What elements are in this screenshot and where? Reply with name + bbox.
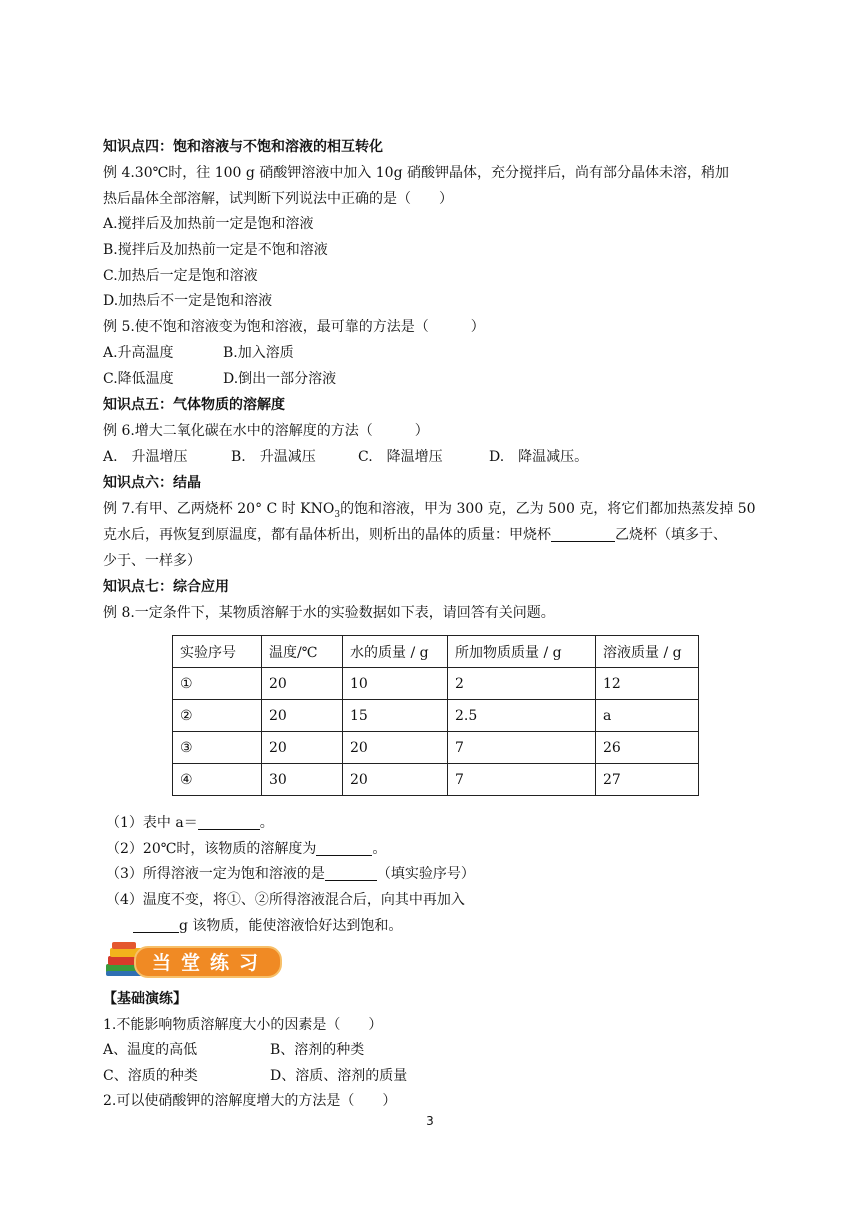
page-number: 3	[426, 1114, 434, 1128]
q1-pre: （1）表中 a＝	[106, 815, 198, 831]
q3-answer-blank[interactable]	[325, 866, 377, 881]
table-cell: 7	[448, 764, 596, 796]
ex6-option-d: D. 降温减压。	[489, 449, 589, 465]
table-cell: 20	[262, 700, 343, 732]
ex7-line1-post: 的饱和溶液，甲为 300 克，乙为 500 克，将它们都加热蒸发掉 50	[340, 501, 756, 517]
ex5-option-c: C.降低温度	[103, 371, 174, 387]
ex5-line: 例 5.使不饱和溶液变为饱和溶液，最可靠的方法是（ ）	[103, 319, 485, 335]
ex4-line2: 热后晶体全部溶解，试判断下列说法中正确的是（ ）	[103, 191, 453, 207]
table-cell: ③	[173, 732, 262, 764]
question-4-line2	[133, 916, 402, 936]
table-header-cell: 水的质量 / g	[343, 636, 448, 668]
section4-heading: 知识点四：饱和溶液与不饱和溶液的相互转化	[103, 139, 383, 155]
section7-heading: 知识点七：综合应用	[103, 579, 229, 595]
table-cell: 20	[262, 668, 343, 700]
ex5-option-d: D.倒出一部分溶液	[223, 371, 337, 387]
practice-q1-option-b: B、溶剂的种类	[270, 1042, 365, 1058]
table-header-cell: 所加物质质量 / g	[448, 636, 596, 668]
ex4-option-d: D.加热后不一定是饱和溶液	[103, 293, 273, 309]
table-header-cell: 实验序号	[173, 636, 262, 668]
practice-q1-option-d: D、溶质、溶剂的质量	[270, 1068, 408, 1084]
q4-answer-blank[interactable]	[133, 918, 179, 933]
q3-pre: （3）所得溶液一定为饱和溶液的是	[106, 866, 325, 882]
table-cell: 10	[343, 668, 448, 700]
table-cell: 20	[262, 732, 343, 764]
q4-line2-post: g 该物质，能使溶液恰好达到饱和。	[179, 918, 403, 934]
ex7-answer-blank[interactable]	[551, 527, 615, 542]
banner-text: 当堂练习	[152, 952, 269, 974]
ex6-option-a: A. 升温增压	[103, 449, 188, 465]
ex7-line2	[103, 525, 727, 545]
experiment-table	[172, 635, 699, 796]
ex5-option-a: A.升高温度	[103, 345, 174, 361]
table-cell: 2.5	[448, 700, 596, 732]
practice-q2-line: 2.可以使硝酸钾的溶解度增大的方法是（ ）	[103, 1093, 397, 1109]
section5-heading: 知识点五：气体物质的溶解度	[103, 397, 285, 413]
table-cell: 12	[596, 668, 699, 700]
question-4-line1: （4）温度不变，将①、②所得溶液混合后，向其中再加入	[106, 892, 465, 908]
ex4-option-a: A.搅拌后及加热前一定是饱和溶液	[103, 216, 314, 232]
table-cell: 26	[596, 732, 699, 764]
ex7-line1	[103, 499, 756, 525]
practice-q1-line: 1.不能影响物质溶解度大小的因素是（ ）	[103, 1017, 383, 1033]
ex7-line1-pre: 例 7.有甲、乙两烧杯 20° C 时 KNO	[103, 501, 335, 517]
section6-heading: 知识点六：结晶	[103, 475, 201, 491]
practice-q1-option-c: C、溶质的种类	[103, 1068, 198, 1084]
table-cell: ④	[173, 764, 262, 796]
table-cell: 2	[448, 668, 596, 700]
table-header-row	[173, 636, 699, 668]
table-row	[173, 668, 699, 700]
q2-answer-blank[interactable]	[316, 841, 372, 856]
question-1	[106, 813, 274, 833]
table-header-cell: 温度/℃	[262, 636, 343, 668]
ex4-option-c: C.加热后一定是饱和溶液	[103, 268, 258, 284]
table-row	[173, 700, 699, 732]
ex6-option-b: B. 升温减压	[231, 449, 316, 465]
table-header-cell: 溶液质量 / g	[596, 636, 699, 668]
ex7-line3: 少于、一样多）	[103, 553, 201, 569]
table-cell: 20	[343, 764, 448, 796]
table-cell: a	[596, 700, 699, 732]
table-cell: ②	[173, 700, 262, 732]
practice-q1-option-a: A、温度的高低	[103, 1042, 198, 1058]
practice-banner	[104, 938, 280, 978]
ex4-line1: 例 4.30℃时，往 100 g 硝酸钾溶液中加入 10g 硝酸钾晶体，充分搅拌后，尚有部分晶体未溶，稍加	[103, 165, 729, 181]
table-cell: 27	[596, 764, 699, 796]
ex7-line2-pre: 克水后，再恢复到原温度，都有晶体析出，则析出的晶体的质量：甲烧杯	[103, 527, 551, 543]
q1-answer-blank[interactable]	[198, 815, 260, 830]
table-row	[173, 764, 699, 796]
q3-post: （填实验序号）	[376, 866, 475, 882]
table-row	[173, 732, 699, 764]
q1-post: 。	[259, 815, 274, 831]
ex6-line: 例 6.增大二氧化碳在水中的溶解度的方法（ ）	[103, 423, 429, 439]
ex8-line: 例 8.一定条件下，某物质溶解于水的实验数据如下表，请回答有关问题。	[103, 605, 555, 621]
practice-heading: 【基础演练】	[103, 991, 187, 1007]
q2-post: 。	[372, 841, 387, 857]
question-2	[106, 839, 386, 859]
question-3	[106, 864, 475, 884]
table-cell: 30	[262, 764, 343, 796]
ex4-option-b: B.搅拌后及加热前一定是不饱和溶液	[103, 242, 328, 258]
ex7-subscript: 3	[334, 509, 341, 520]
q2-pre: （2）20℃时，该物质的溶解度为	[106, 841, 317, 857]
table-cell: ①	[173, 668, 262, 700]
ex7-line2-post: 乙烧杯（填多于、	[615, 527, 727, 543]
table-cell: 15	[343, 700, 448, 732]
ex5-option-b: B.加入溶质	[223, 345, 294, 361]
table-cell: 20	[343, 732, 448, 764]
ex6-option-c: C. 降温增压	[358, 449, 443, 465]
table-cell: 7	[448, 732, 596, 764]
